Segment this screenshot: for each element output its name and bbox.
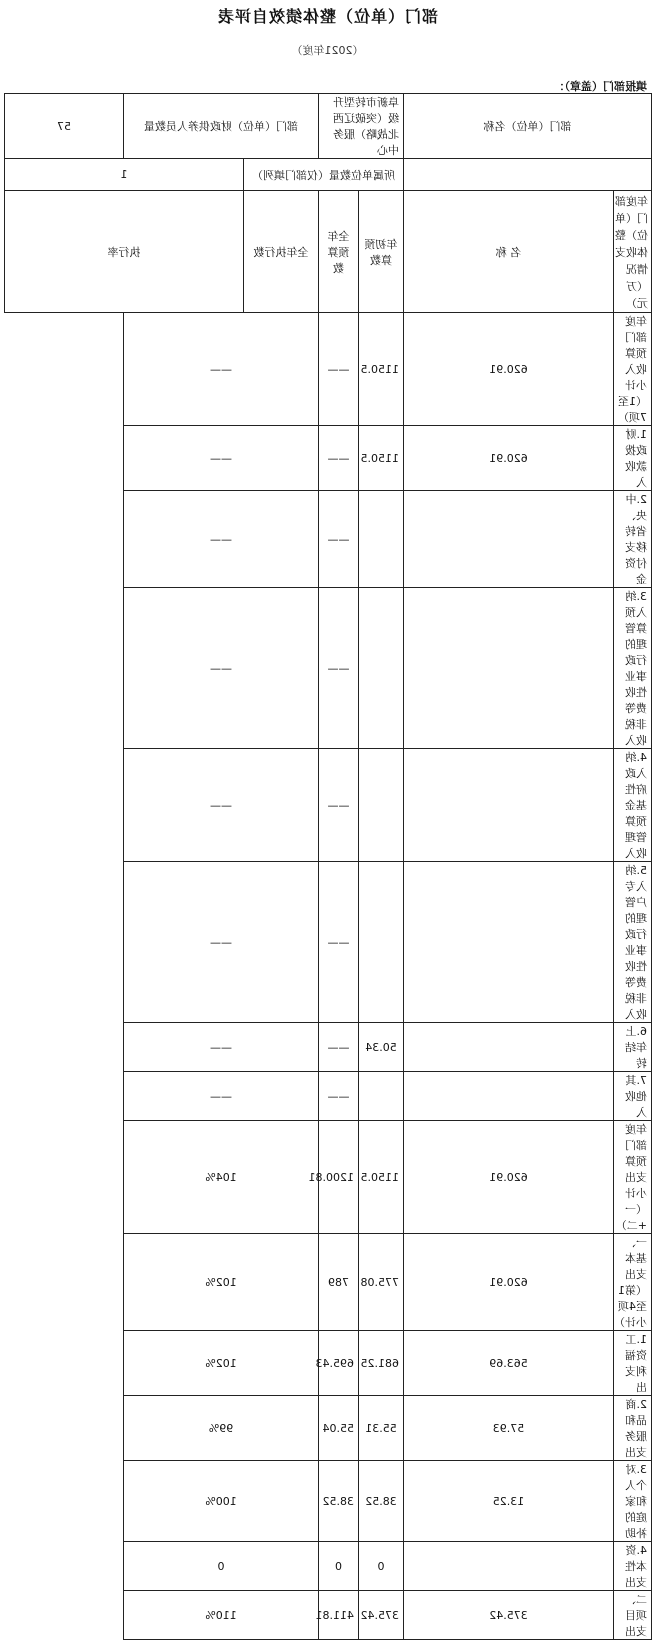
staff-count-label: 部门（单位）财政供养人员数量	[124, 94, 319, 159]
table-row	[5, 1121, 652, 1234]
cell-rate: ——	[124, 1023, 319, 1072]
cell-name: 4.资本性支出	[614, 1542, 652, 1591]
cell-full-exec: 411.81	[319, 1591, 359, 1640]
fiscal-year: （2021年度）	[291, 44, 364, 57]
cell-rate: 0	[124, 1542, 319, 1591]
cell-full-exec: ——	[319, 313, 359, 426]
cell-initial: 620.91	[404, 426, 614, 491]
cell-rate: ——	[124, 862, 319, 1023]
cell-full-budget: 1150.5	[359, 313, 404, 426]
cell-name: 年度部门预算支出小计（一+二）	[614, 1121, 652, 1234]
cell-full-exec: ——	[319, 491, 359, 588]
table-row	[5, 313, 652, 426]
cell-rate: 102%	[124, 1234, 319, 1331]
cell-full-budget: 55.31	[359, 1396, 404, 1461]
dept-name-label: 部门（单位）名称	[404, 94, 652, 159]
table-row	[5, 588, 652, 749]
cell-full-budget: 1150.5	[359, 1121, 404, 1234]
cell-rate: 100%	[124, 1461, 319, 1542]
cell-rate: ——	[124, 588, 319, 749]
cell-initial: 13.25	[404, 1461, 614, 1542]
cell-initial	[404, 588, 614, 749]
units-count-value: 1	[5, 159, 244, 191]
table-row	[5, 1396, 652, 1461]
cell-name: 7.其他收入	[614, 1072, 652, 1121]
cell-full-budget	[359, 588, 404, 749]
table-row	[5, 1331, 652, 1396]
staff-count-value: 57	[5, 94, 124, 159]
cell-rate: ——	[124, 1072, 319, 1121]
cell-initial	[404, 862, 614, 1023]
cell-full-exec: ——	[319, 1072, 359, 1121]
cell-full-exec: 789	[319, 1234, 359, 1331]
table-row	[5, 1542, 652, 1591]
cell-rate: ——	[124, 749, 319, 862]
cell-name: 1.工资福利支出	[614, 1331, 652, 1396]
cell-initial: 375.42	[404, 1591, 614, 1640]
cell-full-exec: ——	[319, 1023, 359, 1072]
cell-full-budget: 1150.5	[359, 426, 404, 491]
cell-initial: 57.93	[404, 1396, 614, 1461]
table-row	[5, 1234, 652, 1331]
table-row	[5, 1461, 652, 1542]
col-header-rate: 执行率	[5, 191, 244, 313]
cell-initial	[404, 1023, 614, 1072]
units-count-label: 所属单位数量（仅部门填列）	[244, 159, 404, 191]
cell-full-budget: 0	[359, 1542, 404, 1591]
cell-full-exec: ——	[319, 588, 359, 749]
cell-full-exec: 38.52	[319, 1461, 359, 1542]
table-row	[5, 491, 652, 588]
table-row	[5, 1591, 652, 1640]
cell-full-exec: ——	[319, 862, 359, 1023]
table-row	[5, 862, 652, 1023]
cell-full-budget: 38.52	[359, 1461, 404, 1542]
table-row	[5, 1072, 652, 1121]
cell-full-budget: 681.25	[359, 1331, 404, 1396]
cell-full-budget	[359, 1072, 404, 1121]
cell-name: 3.对个人和家庭的补助	[614, 1461, 652, 1542]
income-expense-side-label: 年度部门（单位）整体收支情况（万元）	[614, 191, 652, 313]
dept-name-row	[5, 94, 652, 159]
cell-name: 2.商品和服务支出	[614, 1396, 652, 1461]
units-row	[5, 159, 652, 191]
cell-full-budget: 775.08	[359, 1234, 404, 1331]
data-rows	[5, 313, 652, 1640]
cell-name: 6.上年结转	[614, 1023, 652, 1072]
cell-initial	[404, 1542, 614, 1591]
cell-full-budget	[359, 749, 404, 862]
cell-name: 3.纳入预算管理的行政事业性收费等非税收入	[614, 588, 652, 749]
cell-rate: ——	[124, 491, 319, 588]
cell-initial: 620.91	[404, 1234, 614, 1331]
dept-name-value: 阜新市转型升级（突破辽西北战略）服务中心	[319, 94, 404, 159]
filling-department-label: 填报部门（盖章）：	[553, 80, 647, 93]
table-row	[5, 749, 652, 862]
cell-full-exec: 55.04	[319, 1396, 359, 1461]
cell-full-exec: ——	[319, 749, 359, 862]
cell-name: 1.财政拨款收入	[614, 426, 652, 491]
cell-initial: 620.91	[404, 313, 614, 426]
cell-full-budget	[359, 491, 404, 588]
cell-name: 5.纳入专户管理的行政事业性收费等非税收入	[614, 862, 652, 1023]
cell-initial	[404, 1072, 614, 1121]
col-header-full-exec: 全年执行数	[244, 191, 319, 313]
table-row	[5, 426, 652, 491]
cell-initial: 620.91	[404, 1121, 614, 1234]
cell-full-exec: 695.43	[319, 1331, 359, 1396]
col-header-name: 名 称	[404, 191, 614, 313]
cell-initial	[404, 749, 614, 862]
cell-full-exec: 0	[319, 1542, 359, 1591]
cell-initial	[404, 491, 614, 588]
cell-rate: 110%	[124, 1591, 319, 1640]
cell-rate: ——	[124, 426, 319, 491]
cell-name: 4.纳入政府性基金预算管理收入	[614, 749, 652, 862]
cell-full-budget: 50.34	[359, 1023, 404, 1072]
cell-full-budget: 375.42	[359, 1591, 404, 1640]
col-header-full-budget: 全年预算数	[319, 191, 359, 313]
cell-full-budget	[359, 862, 404, 1023]
table-row	[5, 1023, 652, 1072]
cell-rate: ——	[124, 313, 319, 426]
cell-name: 二、项目支出	[614, 1591, 652, 1640]
cell-name: 一、基本支出（第1至4项小计）	[614, 1234, 652, 1331]
col-header-initial: 年初预算数	[359, 191, 404, 313]
performance-table	[4, 93, 652, 1640]
cell-rate: 99%	[124, 1396, 319, 1461]
column-header-row	[5, 191, 652, 313]
cell-name: 2.中央、省转移支付资金	[614, 491, 652, 588]
cell-rate: 104%	[124, 1121, 319, 1234]
cell-full-exec: ——	[319, 426, 359, 491]
cell-full-exec: 1200.81	[319, 1121, 359, 1234]
cell-rate: 102%	[124, 1331, 319, 1396]
cell-name: 年度部门预算收入小计（1至7项）	[614, 313, 652, 426]
cell-initial: 563.69	[404, 1331, 614, 1396]
page-title: 部门（单位）整体绩效自评表	[217, 7, 439, 26]
